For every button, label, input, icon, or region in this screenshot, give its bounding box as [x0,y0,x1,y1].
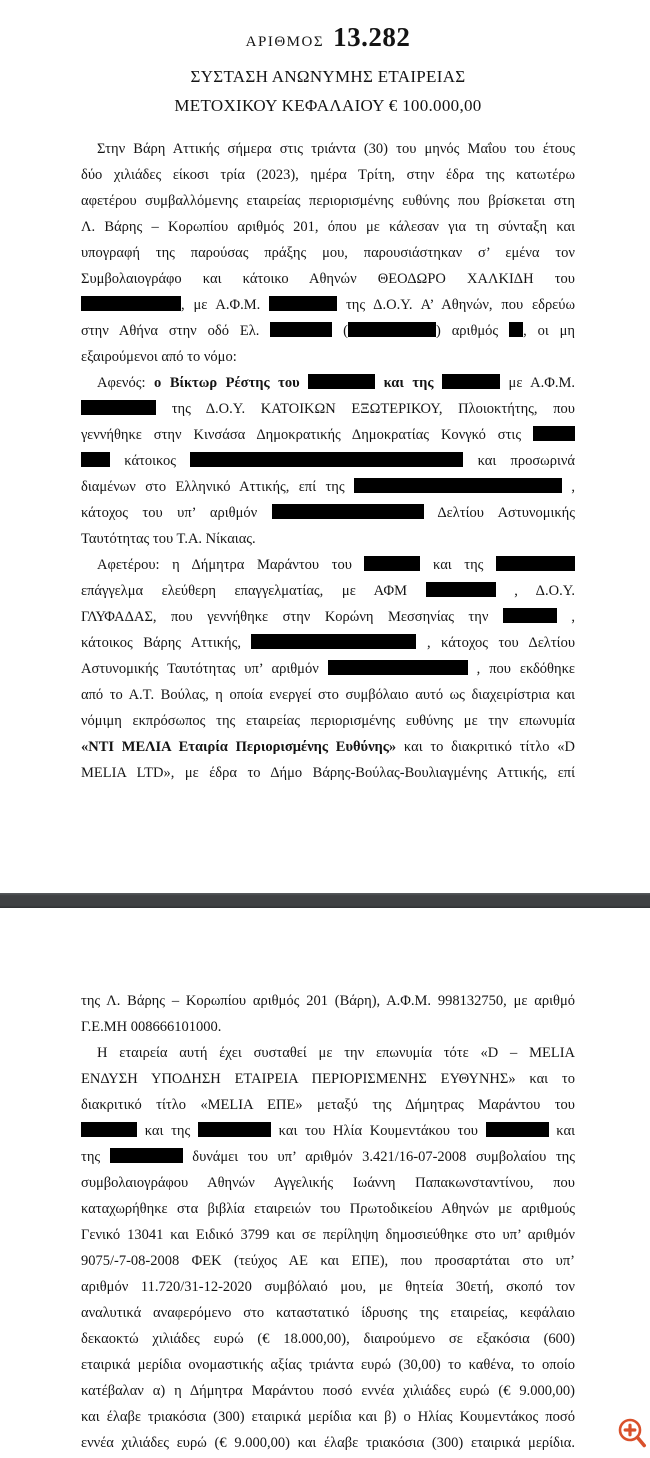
redaction-bar [81,1122,137,1137]
text-line [81,396,575,422]
text-line [81,162,575,188]
text-line [81,1144,575,1170]
text-run: και της [375,375,443,391]
text-run: Γενικό 13041 και Ειδικό 3799 και σε περίληψη δημοσιεύθηκε στο υπ’ αριθμόν [81,1227,575,1243]
redaction-bar [198,1122,271,1137]
redaction-bar [269,296,337,311]
text-line [81,422,575,448]
text-run: , οι μη [523,323,575,339]
text-line [81,656,575,682]
text-run: , Δ.Ο.Υ. [495,583,575,599]
text-run: αριθμόν 11.720/31-12-2020 συμβόλαιό μου, με θητεία 30ετή, σκοπό τον [81,1279,575,1295]
text-run: και του Ηλία Κουμεντάκου του [270,1123,486,1139]
redaction-bar [110,1148,183,1163]
text-run: δύο χιλιάδες είκοσι τρία (2023), ημέρα Τρίτη, στην έδρα της κατωτέρω [81,167,575,183]
text-line [81,474,575,500]
text-run: ΕΝΔΥΣΗ ΥΠΟΔΗΣΗ ΕΤΑΙΡΕΙΑ ΠΕΡΙΟΡΙΣΜΕΝΗΣ ΕΥΘΥΝΗΣ» και το [81,1071,575,1087]
text-run: επάγγελμα ελεύθερη επαγγελματίας, με ΑΦΜ [81,583,426,599]
text-run: , με Α.Φ.Μ. [181,297,270,313]
text-line [81,1092,575,1118]
text-run: αναλυτικά αναφερόμενο στο καταστατικό ίδρυσης της εταιρείας, κεφάλαιο [81,1305,575,1321]
redaction-bar [81,296,181,311]
redaction-bar [496,556,575,571]
redaction-bar [486,1122,549,1137]
redaction-bar [190,452,463,467]
text-line [81,188,575,214]
document-page-1-text [81,136,575,786]
text-run: ( [332,323,348,339]
redaction-bar [509,322,523,337]
text-run: , κάτοχος του Δελτίου [416,635,575,651]
text-line [81,344,575,370]
text-line [81,708,575,734]
text-line [81,1170,575,1196]
redaction-bar [308,374,375,389]
text-line [81,136,575,162]
text-run: δυνάμει του υπ’ αριθμόν 3.421/16-07-2008 συμβολαίου της [182,1149,575,1165]
text-run: κάτοικος [110,453,191,469]
text-run: Στην Βάρη Αττικής σήμερα στις τριάντα (30) του μηνός Μαΐου του έτους [97,141,575,157]
text-line [81,318,575,344]
redaction-bar [272,504,424,519]
text-line [81,370,575,396]
document-number-label: ΑΡΙΘΜΟΣ [245,34,325,50]
text-line [81,988,575,1014]
redaction-bar [364,556,420,571]
text-run: με Α.Φ.Μ. [500,375,575,391]
text-run: Λ. Βάρης – Κορωπίου αριθμός 201, όπου με κάλεσαν για τη σύνταξη και [81,219,575,235]
text-line [81,240,575,266]
redaction-bar [328,660,468,675]
text-run: γεννήθηκε στην Κινσάσα Δημοκρατικής Δημοκρατίας Κονγκό στις [81,427,533,443]
text-line [81,266,575,292]
redaction-bar [251,634,416,649]
text-line [81,1196,575,1222]
text-run: και της [420,557,496,573]
text-run: εννέα χιλιάδες ευρώ (€ 9.000,00) και έλαβε τριακόσια (300) εταιρικά μερίδια. [81,1435,575,1451]
text-line [81,1222,575,1248]
text-run: Συμβολαιογράφο και κάτοικο Αθηνών ΘΕΟΔΩΡΟ ΧΑΛΚΙΔΗ του [81,271,575,287]
text-run: της Λ. Βάρης – Κορωπίου αριθμός 201 (Βάρη), Α.Φ.Μ. 998132750, με αριθμό [81,993,575,1009]
text-run: Δελτίου Αστυνομικής [423,505,575,521]
text-line [81,1352,575,1378]
redaction-bar [442,374,500,389]
text-line [81,1404,575,1430]
text-line [81,1430,575,1456]
text-line [81,1118,575,1144]
text-run: Η εταιρεία αυτή έχει συσταθεί με την επωνυμία τότε «D – MELIA [97,1045,575,1061]
text-line [81,1040,575,1066]
text-run: και της [137,1123,198,1139]
text-run: ο Βίκτωρ Ρέστης του [154,375,309,391]
text-run: ) αριθμός [435,323,510,339]
text-run: από το Α.Τ. Βούλας, η οποία ενεργεί στο συμβόλαιο αυτό ως διαχειρίστρια και [81,687,575,703]
text-run: της Δ.Ο.Υ. Α’ Αθηνών, που εδρεύω [337,297,575,313]
text-line [81,630,575,656]
text-run: εταιρικά μερίδια ονομαστικής αξίας τριάντα ευρώ (30,00) το καθένα, το οποίο [81,1357,575,1373]
text-run: και έλαβε τριακόσια (300) εταιρικά μερίδια και β) ο Ηλίας Κουμεντάκος ποσό [81,1409,575,1425]
redaction-bar [81,452,110,467]
text-run: κάτοικος Βάρης Αττικής, [81,635,252,651]
text-run: Αστυνομικής Ταυτότητας υπ’ αριθμόν [81,661,328,677]
text-run: και [548,1123,575,1139]
redaction-bar [503,608,557,623]
text-run: συμβολαιογράφου Αθηνών Αγγελικής Ιωάννη Παπακωνσταντίνου, που [81,1175,575,1191]
text-run: και προσωρινά [463,453,575,469]
document-page-2-text [81,988,575,1456]
zoom-in-button[interactable] [616,1416,649,1452]
text-line [81,1326,575,1352]
text-run: εξαιρούμενοι από το νόμο: [81,349,237,365]
text-run: «ΝΤΙ ΜΕΛΙΑ Εταιρία Περιορισμένης Ευθύνης» [81,739,397,755]
text-run: της Δ.Ο.Υ. ΚΑΤΟΙΚΩΝ ΕΞΩΤΕΡΙΚΟΥ, Πλοιοκτήτης, που [156,401,575,417]
text-line [81,552,575,578]
text-line [81,500,575,526]
text-run: καταχωρήθηκε στα βιβλία εταιρειών του Πρωτοδικείου Αθηνών με αριθμούς [81,1201,575,1217]
redaction-bar [354,478,562,493]
redaction-bar [81,400,156,415]
redaction-bar [348,322,436,337]
text-line [81,1248,575,1274]
text-run: Αφετέρου: η Δήμητρα Μαράντου του [97,557,365,573]
text-run: υπογραφή της παρούσας πράξης μου, παρουσιάστηκαν σ’ εμένα τον [81,245,575,261]
redaction-bar [270,322,332,337]
text-run: κάτοχος του υπ’ αριθμόν [81,505,272,521]
text-run: διακριτικό τίτλο «MELIA ΕΠΕ» μεταξύ της Δήμητρας Μαράντου του [81,1097,575,1113]
document-number: 13.282 [333,22,411,52]
text-line [81,1378,575,1404]
magnifier-plus-icon [616,1440,649,1455]
document-subtitle-2: ΜΕΤΟΧΙΚΟΥ ΚΕΦΑΛΑΙΟΥ € 100.000,00 [174,96,482,115]
text-run: διαμένων στο Ελληνικό Αττικής, επί της [81,479,354,495]
text-line [81,760,575,786]
text-line [81,1274,575,1300]
redaction-bar [533,426,575,441]
document-header [81,21,575,116]
text-run: , που εκδόθηκε [467,661,575,677]
text-line [81,1066,575,1092]
text-run: αφετέρου συμβαλλόμενης εταιρείας περιορισμένης ευθύνης που βρίσκεται στη [81,193,575,209]
text-run: , [556,609,575,625]
text-line [81,604,575,630]
text-line [81,292,575,318]
text-run: στην Αθήνα στην οδό Ελ. [81,323,271,339]
redaction-bar [426,582,496,597]
text-run: κατέβαλαν α) η Δήμητρα Μαράντου ποσό εννέα χιλιάδες ευρώ (€ 9.000,00) [81,1383,575,1399]
text-line [81,578,575,604]
text-line [81,1300,575,1326]
text-run: Ταυτότητας του Τ.Α. Νίκαιας. [81,531,256,547]
text-run: MELIA LTD», με έδρα το Δήμο Βάρης-Βούλας-Βουλιαγμένης Αττικής, επί [81,765,575,781]
text-line [81,526,575,552]
text-run: , [562,479,575,495]
text-line [81,734,575,760]
text-line [81,1014,575,1040]
text-run: 9075/-7-08-2008 ΦΕΚ (τεύχος ΑΕ και ΕΠΕ), που προσαρτάται στο υπ’ [81,1253,575,1269]
text-run: Αφενός: [97,375,155,391]
text-run: Γ.Ε.ΜΗ 008666101000. [81,1019,222,1035]
text-run: της [81,1149,110,1165]
text-run: δεκαοκτώ χιλιάδες ευρώ (€ 18.000,00), διαιρούμενο σε εξακόσια (600) [81,1331,575,1347]
text-run: και το διακριτικό τίτλο «D [396,739,575,755]
page-divider [0,893,650,908]
text-line [81,448,575,474]
text-run: νόμιμη εκπρόσωπος της εταιρείας περιορισμένης ευθύνης με την επωνυμία [81,713,575,729]
text-line [81,214,575,240]
text-line [81,682,575,708]
document-subtitle-1: ΣΥΣΤΑΣΗ ΑΝΩΝΥΜΗΣ ΕΤΑΙΡΕΙΑΣ [190,67,466,86]
document-number-line [81,21,575,58]
text-run: ΓΛΥΦΑΔΑΣ, που γεννήθηκε στην Κορώνη Μεσσηνίας την [81,609,503,625]
